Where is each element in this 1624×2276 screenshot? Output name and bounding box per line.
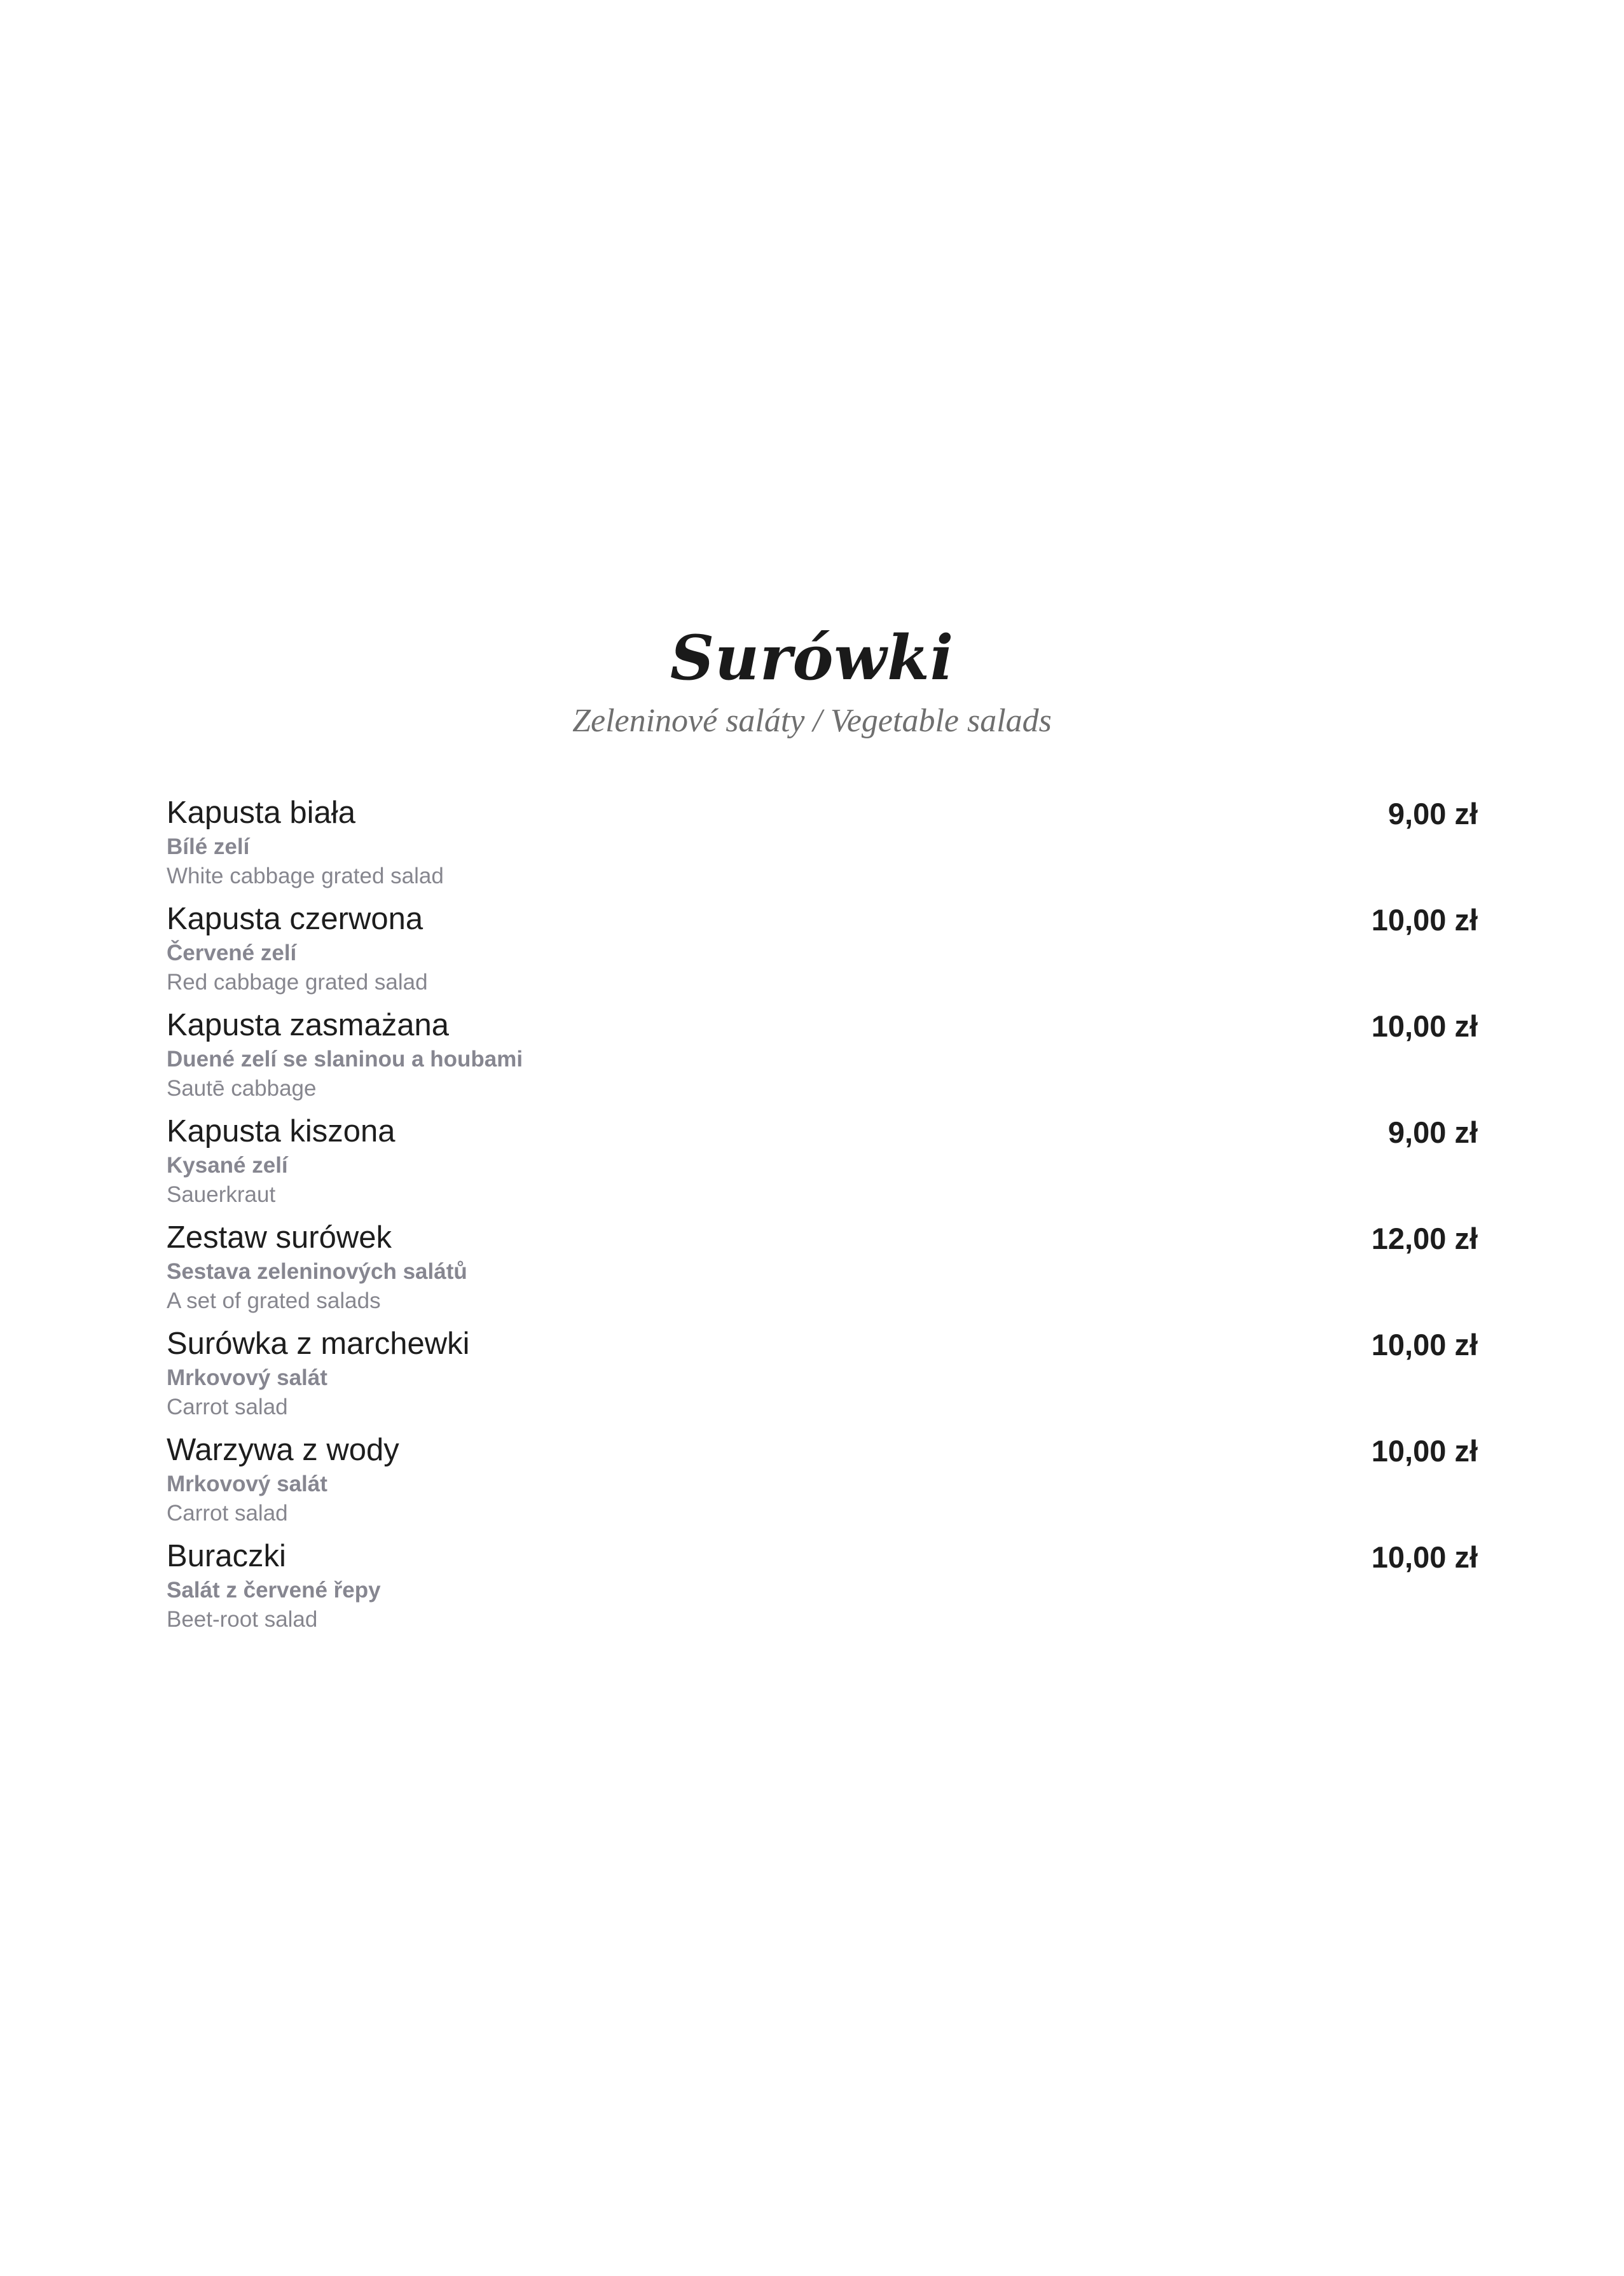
menu-item	[167, 1218, 1478, 1324]
menu-item	[167, 1325, 1478, 1430]
item-price: 10,00 zł	[1371, 1540, 1478, 1574]
item-local-name: Duené zelí se slaninou a houbami	[167, 1047, 523, 1072]
item-price: 10,00 zł	[1371, 1009, 1478, 1043]
item-english-name: A set of grated salads	[167, 1288, 381, 1313]
item-local-name: Bílé zelí	[167, 834, 250, 859]
item-local-name: Mrkovový salát	[167, 1472, 327, 1496]
item-name: Warzywa z wody	[167, 1433, 399, 1467]
item-price: 10,00 zł	[1371, 1434, 1478, 1468]
menu-item	[167, 900, 1478, 1005]
menu-heading	[0, 620, 1624, 742]
item-local-name: Sestava zeleninových salátů	[167, 1259, 467, 1284]
item-english-name: White cabbage grated salad	[167, 864, 444, 888]
item-name: Kapusta kiszona	[167, 1114, 396, 1148]
item-local-name: Mrkovový salát	[167, 1365, 327, 1390]
item-name: Buraczki	[167, 1539, 286, 1573]
item-english-name: Beet-root salad	[167, 1607, 318, 1632]
item-price: 10,00 zł	[1371, 903, 1478, 937]
menu-item	[167, 1537, 1478, 1643]
item-price: 10,00 zł	[1371, 1328, 1478, 1362]
item-name: Surówka z marchewki	[167, 1327, 470, 1361]
item-price: 12,00 zł	[1371, 1222, 1478, 1255]
item-price: 9,00 zł	[1387, 797, 1478, 831]
item-english-name: Carrot salad	[167, 1395, 288, 1419]
item-local-name: Kysané zelí	[167, 1153, 288, 1178]
menu-item	[167, 1006, 1478, 1112]
item-name: Zestaw surówek	[167, 1220, 392, 1255]
page-subtitle: Zeleninové saláty / Vegetable salads	[572, 703, 1052, 739]
item-name: Kapusta czerwona	[167, 902, 423, 936]
item-english-name: Sautē cabbage	[167, 1076, 317, 1101]
menu-item	[167, 794, 1478, 899]
item-local-name: Salát z červené řepy	[167, 1578, 381, 1603]
item-name: Kapusta zasmażana	[167, 1008, 449, 1042]
item-price: 9,00 zł	[1387, 1115, 1478, 1149]
menu-item	[167, 1112, 1478, 1218]
item-english-name: Red cabbage grated salad	[167, 970, 428, 995]
item-local-name: Červené zelí	[167, 941, 297, 965]
item-english-name: Sauerkraut	[167, 1182, 276, 1207]
menu-list	[167, 794, 1478, 1643]
menu-item	[167, 1431, 1478, 1536]
item-english-name: Carrot salad	[167, 1501, 288, 1526]
page-title: Surówki	[670, 622, 954, 694]
item-name: Kapusta biała	[167, 796, 355, 830]
